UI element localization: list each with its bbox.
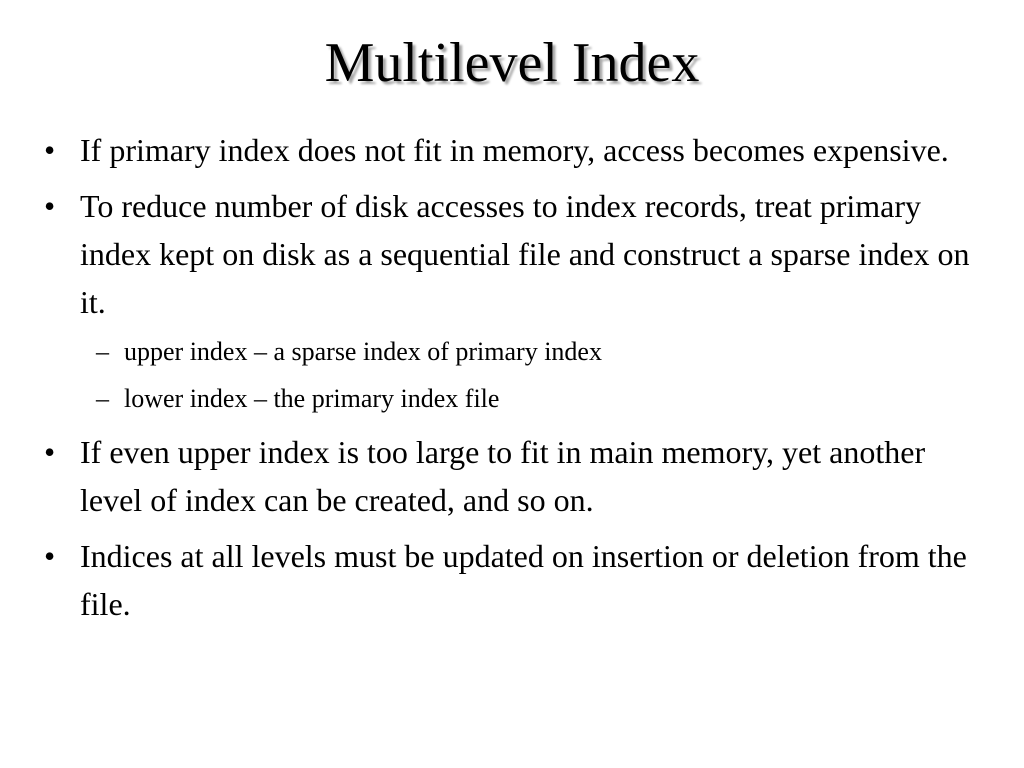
sub-bullet-text: upper index – a sparse index of primary index [124,337,602,366]
sub-bullet-item [44,379,984,419]
bullet-item [44,182,984,326]
bullet-text: If even upper index is too large to fit in main memory, yet another level of index can be created, and so on. [80,434,926,518]
sub-bullet-marker: – [96,337,109,366]
bullet-item [44,428,984,524]
sub-bullet-marker: – [96,384,109,413]
slide-title: Multilevel Index [324,32,700,94]
bullet-marker: • [44,434,56,470]
bullet-item [44,126,984,174]
bullet-marker: • [44,188,56,224]
bullet-text: If primary index does not fit in memory, access becomes expensive. [80,132,949,168]
bullet-marker: • [44,538,56,574]
bullet-marker: • [44,132,56,168]
bullet-text: To reduce number of disk accesses to index records, treat primary index kept on disk as a sequential file and construct a sparse index on it. [80,188,970,320]
bullet-item [44,532,984,628]
bullet-text: Indices at all levels must be updated on insertion or deletion from the file. [80,538,967,622]
sub-bullet-item [44,332,984,372]
slide-content [44,126,984,636]
sub-bullet-text: lower index – the primary index file [124,384,500,413]
